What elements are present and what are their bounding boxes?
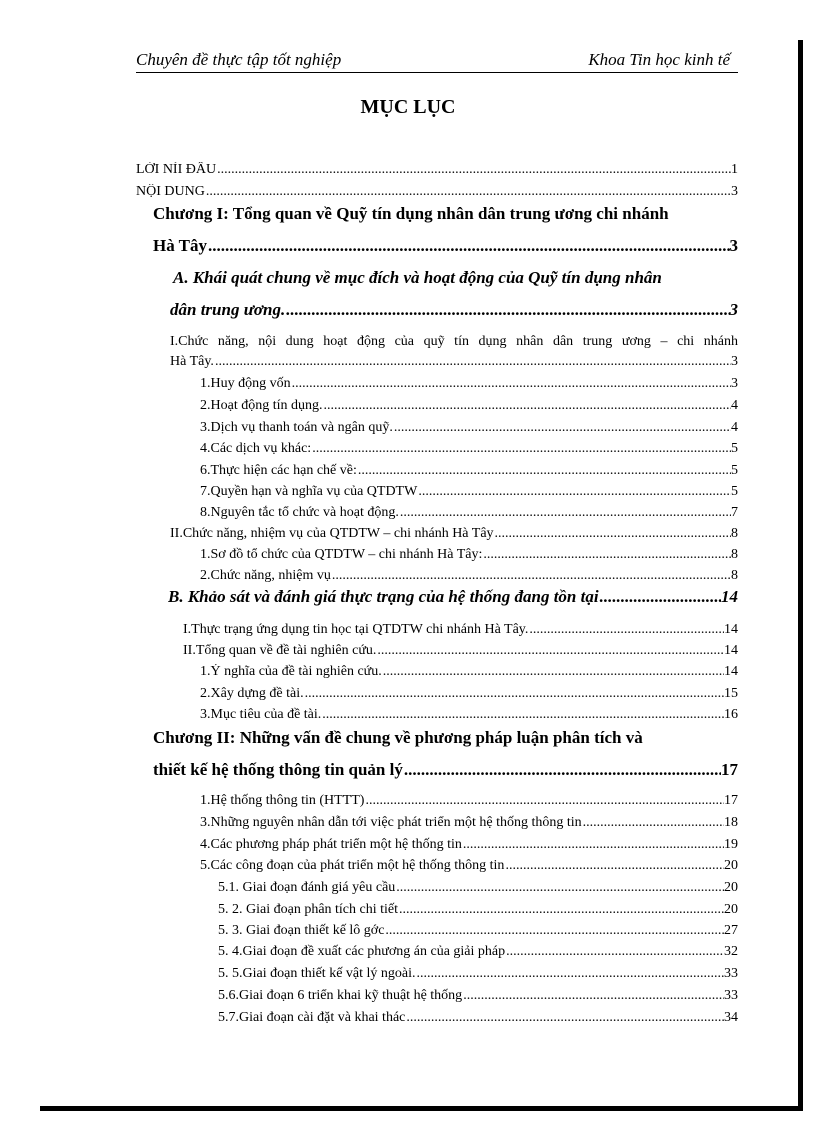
- toc-item[interactable]: 4.Các phương pháp phát triển một hệ thống tin ..... 19: [200, 837, 738, 853]
- toc-entry[interactable]: LỜI NỈI ĐẦU ..... 1: [136, 162, 738, 178]
- toc-section[interactable]: dân trung ương. ..... 3: [170, 300, 738, 320]
- toc-chapter-line[interactable]: Chương II: Những vấn đề chung về phương pháp luận phân tích và: [153, 728, 643, 747]
- page-header: [136, 48, 738, 73]
- toc-subitem[interactable]: 5.6.Giai đoạn 6 triển khai kỹ thuật hệ thống ..... 33: [218, 988, 738, 1004]
- toc-item[interactable]: 8.Nguyên tắc tổ chức và hoạt động. ..... 7: [200, 505, 738, 521]
- toc-subitem[interactable]: 5. 3. Giai đoạn thiết kế lô gớc ..... 27: [218, 923, 738, 939]
- toc-chapter[interactable]: thiết kế hệ thống thông tin quản lý ..... 17: [153, 760, 738, 780]
- toc-section[interactable]: B. Khảo sát và đánh giá thực trạng của hệ thống đang tồn tại ..... 14: [168, 587, 738, 607]
- page-border-right: [798, 40, 803, 1110]
- toc-item[interactable]: 2.Chức năng, nhiệm vụ ..... 8: [200, 568, 738, 584]
- toc-item[interactable]: 5.Các công đoạn của phát triển một hệ thống thông tin ..... 20: [200, 858, 738, 874]
- toc-item[interactable]: 7.Quyền hạn và nghĩa vụ của QTDTW ..... 5: [200, 484, 738, 500]
- toc-subitem[interactable]: 5.7.Giai đoạn cài đặt và khai thác ..... 34: [218, 1010, 738, 1026]
- toc-item[interactable]: 3.Dịch vụ thanh toán và ngân quỹ. ..... 4: [200, 420, 738, 436]
- toc-subitem[interactable]: 5. 2. Giai đoạn phân tích chi tiết ..... 20: [218, 902, 738, 918]
- toc-chapter-line[interactable]: Chương I: Tổng quan về Quỹ tín dụng nhân dân trung ương chi nhánh: [153, 204, 669, 223]
- toc-chapter[interactable]: Hà Tây ..... 3: [153, 236, 738, 256]
- toc-item[interactable]: 6.Thực hiện các hạn chế về: ..... 5: [200, 463, 738, 479]
- page-title: MỤC LỤC: [360, 96, 456, 118]
- header-left: Chuyên đề thực tập tốt nghiệp: [136, 50, 342, 69]
- toc-subsection[interactable]: II.Chức năng, nhiệm vụ của QTDTW – chi nhánh Hà Tây ..... 8: [170, 526, 738, 542]
- toc-entry[interactable]: NỘI DUNG ..... 3: [136, 184, 738, 200]
- toc-subsection[interactable]: I.Thực trạng ứng dụng tin học tại QTDTW chi nhánh Hà Tây. ..... 14: [183, 622, 738, 638]
- toc-item[interactable]: 2.Hoạt động tín dụng. ..... 4: [200, 398, 738, 414]
- toc-item[interactable]: 2.Xây dựng đề tài. ..... 15: [200, 686, 738, 702]
- toc-item[interactable]: 1.Huy động vốn ..... 3: [200, 376, 738, 392]
- toc-subitem[interactable]: 5. 4.Giai đoạn đề xuất các phương án của giải pháp ..... 32: [218, 944, 738, 960]
- toc-subitem[interactable]: 5. 5.Giai đoạn thiết kế vật lý ngoài. ..... 33: [218, 966, 738, 982]
- toc-item[interactable]: 1.Sơ đồ tổ chức của QTDTW – chi nhánh Hà Tây: ..... 8: [200, 547, 738, 563]
- header-right: Khoa Tin học kinh tế: [588, 50, 730, 69]
- toc-section-line[interactable]: A. Khái quát chung về mục đích và hoạt động của Quỹ tín dụng nhân: [173, 268, 662, 287]
- page-border-bottom: [40, 1106, 803, 1111]
- toc-item[interactable]: 3.Những nguyên nhân dẫn tới việc phát triển một hệ thống thông tin ..... 18: [200, 815, 738, 831]
- toc-item[interactable]: 3.Mục tiêu của đề tài. ..... 16: [200, 707, 738, 723]
- toc-subitem[interactable]: 5.1. Giai đoạn đánh giá yêu cầu ..... 20: [218, 880, 738, 896]
- toc-item[interactable]: 4.Các dịch vụ khác: ..... 5: [200, 441, 738, 457]
- toc-item[interactable]: 1.Hệ thống thông tin (HTTT) ..... 17: [200, 793, 738, 809]
- toc-subsection[interactable]: II.Tổng quan về đề tài nghiên cứu. ..... 14: [183, 643, 738, 659]
- toc-subsection[interactable]: Hà Tây. ..... 3: [170, 354, 738, 370]
- toc-item[interactable]: 1.Ý nghĩa của đề tài nghiên cứu. ..... 14: [200, 664, 738, 680]
- toc-subsection-line[interactable]: I.Chức năng, nội dung hoạt động của quỹ tín dụng nhân dân trung ương – chi nhánh: [170, 334, 738, 349]
